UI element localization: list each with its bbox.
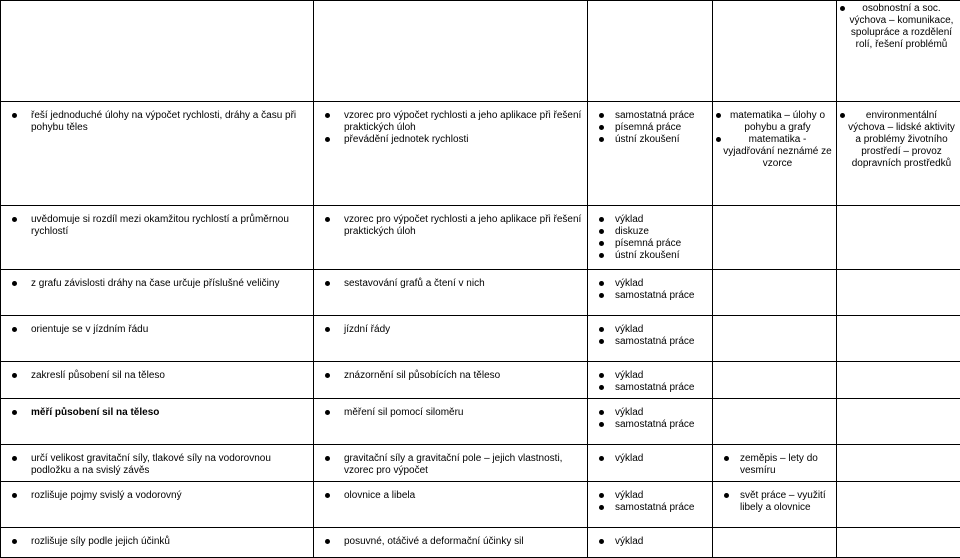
list-item-text: písemná práce [615,122,681,133]
list-item [11,324,309,336]
list-item [324,453,583,477]
list-item [11,490,309,502]
list-item-text: ústní zkoušení [615,134,679,145]
list-item-text: písemná práce [615,238,681,249]
list-item-text: svět práce – využití libely a olovnice [740,490,826,513]
list-item [324,324,583,336]
cross-cutting-themes-list [847,110,956,170]
curriculum-list [324,536,583,548]
curriculum-cell [314,399,588,445]
list-item-text: samostatná práce [615,419,695,430]
curriculum-list [324,453,583,477]
cross-subject-links-cell [713,399,837,445]
list-item-text: znázornění sil působících na těleso [344,370,500,381]
list-item [598,122,708,134]
list-item [598,490,708,502]
cross-subject-links-list [723,490,832,514]
list-item-text: jízdní řády [344,324,390,335]
expected-outcomes-cell [1,1,314,102]
list-item [598,419,708,431]
expected-outcomes-list [11,370,309,382]
curriculum-cell [314,528,588,558]
list-item-text: zeměpis – lety do vesmíru [740,453,818,476]
list-item [598,502,708,514]
table-row [1,528,960,558]
expected-outcomes-cell [1,102,314,206]
cross-subject-links-cell [713,1,837,102]
list-item-text: výklad [615,324,643,335]
expected-outcomes-cell [1,362,314,399]
curriculum-cell [314,1,588,102]
list-item-text: orientuje se v jízdním řádu [31,324,148,335]
methods-list [598,453,708,465]
expected-outcomes-cell [1,270,314,316]
list-item [847,110,956,170]
list-item [324,214,583,238]
cross-cutting-themes-cell [837,445,960,482]
cross-cutting-themes-cell [837,399,960,445]
list-item [324,407,583,419]
list-item-text: matematika - vyjadřování neznámé ze vzorce [723,134,831,169]
list-item-text: z grafu závislosti dráhy na čase určuje příslušné veličiny [31,278,279,289]
list-item-text: ústní zkoušení [615,250,679,261]
cross-subject-links-cell [713,482,837,528]
table-row [1,270,960,316]
list-item [598,278,708,290]
cross-cutting-themes-cell [837,482,960,528]
list-item-text: diskuze [615,226,649,237]
cross-subject-links-cell [713,528,837,558]
cross-subject-links-cell [713,445,837,482]
methods-list [598,278,708,302]
table-row [1,206,960,270]
list-item-text: zakreslí působení sil na těleso [31,370,165,381]
list-item-text: sestavování grafů a čtení v nich [344,278,485,289]
cross-cutting-themes-cell [837,1,960,102]
list-item-text: samostatná práce [615,290,695,301]
list-item-text: převádění jednotek rychlosti [344,134,469,145]
expected-outcomes-list [11,490,309,502]
cross-cutting-themes-list [847,3,956,51]
expected-outcomes-cell [1,399,314,445]
list-item [11,536,309,548]
methods-list [598,324,708,348]
methods-list [598,110,708,146]
list-item [324,278,583,290]
list-item [723,453,832,477]
table-row [1,1,960,102]
list-item [598,250,708,262]
cross-subject-links-cell [713,362,837,399]
curriculum-list [324,110,583,146]
list-item-text: výklad [615,278,643,289]
list-item [598,382,708,394]
curriculum-cell [314,362,588,399]
cross-subject-links-list [723,453,832,477]
curriculum-list [324,370,583,382]
methods-list [598,370,708,394]
methods-list [598,407,708,431]
list-item [324,134,583,146]
list-item [598,226,708,238]
list-item [598,453,708,465]
list-item-text: měří působení sil na těleso [31,407,159,418]
cross-subject-links-list [723,110,832,170]
methods-list [598,490,708,514]
list-item-text: výklad [615,214,643,225]
list-item [324,490,583,502]
methods-list [598,536,708,548]
cross-subject-links-cell [713,316,837,362]
expected-outcomes-list [11,110,309,134]
cross-cutting-themes-cell [837,528,960,558]
curriculum-list [324,214,583,238]
list-item-text: samostatná práce [615,336,695,347]
table-body [1,1,960,558]
list-item-text: osobnostní a soc. výchova – komunikace, spolupráce a rozdělení rolí, řešení problémů [850,3,954,50]
list-item-text: matematika – úlohy o pohybu a grafy [730,110,825,133]
list-item [324,370,583,382]
list-item [723,134,832,170]
list-item-text: vzorec pro výpočet rychlosti a jeho aplikace při řešení praktických úloh [344,110,581,133]
expected-outcomes-list [11,453,309,477]
methods-cell [588,206,713,270]
list-item-text: olovnice a libela [344,490,415,501]
expected-outcomes-list [11,214,309,238]
list-item [598,214,708,226]
list-item-text: výklad [615,490,643,501]
list-item [598,407,708,419]
list-item-text: rozlišuje síly podle jejich účinků [31,536,170,547]
curriculum-list [324,490,583,502]
list-item [598,324,708,336]
list-item [11,453,309,477]
list-item-text: gravitační síly a gravitační pole – jejich vlastnosti, vzorec pro výpočet [344,453,562,476]
expected-outcomes-list [11,278,309,290]
cross-cutting-themes-cell [837,270,960,316]
list-item [11,214,309,238]
list-item [598,134,708,146]
methods-cell [588,1,713,102]
list-item [324,110,583,134]
list-item [598,370,708,382]
cross-cutting-themes-cell [837,316,960,362]
list-item-text: samostatná práce [615,110,695,121]
list-item-text: výklad [615,453,643,464]
table-row [1,399,960,445]
list-item-text: uvědomuje si rozdíl mezi okamžitou rychlostí a průměrnou rychlostí [31,214,289,237]
expected-outcomes-cell [1,206,314,270]
curriculum-cell [314,482,588,528]
curriculum-cell [314,445,588,482]
list-item-text: samostatná práce [615,382,695,393]
list-item-text: samostatná práce [615,502,695,513]
list-item-text: výklad [615,536,643,547]
table-row [1,102,960,206]
expected-outcomes-list [11,324,309,336]
list-item [598,110,708,122]
cross-cutting-themes-cell [837,362,960,399]
table-row [1,445,960,482]
list-item-text: výklad [615,407,643,418]
cross-subject-links-cell [713,270,837,316]
list-item [11,110,309,134]
table-row [1,316,960,362]
list-item [723,110,832,134]
expected-outcomes-list [11,536,309,548]
methods-cell [588,482,713,528]
curriculum-cell [314,316,588,362]
expected-outcomes-cell [1,316,314,362]
methods-list [598,214,708,262]
cross-cutting-themes-cell [837,206,960,270]
list-item [598,336,708,348]
list-item [11,370,309,382]
list-item-text: výklad [615,370,643,381]
expected-outcomes-cell [1,445,314,482]
cross-cutting-themes-cell [837,102,960,206]
list-item-text: měření sil pomocí siloměru [344,407,463,418]
list-item-text: environmentální výchova – lidské aktivity a problémy životního prostředí – provoz dopravních prostředků [848,110,955,169]
list-item [324,536,583,548]
list-item [723,490,832,514]
table-row [1,362,960,399]
list-item [11,407,309,419]
curriculum-cell [314,102,588,206]
list-item-text: vzorec pro výpočet rychlosti a jeho aplikace při řešení praktických úloh [344,214,581,237]
methods-cell [588,316,713,362]
list-item [598,536,708,548]
curriculum-list [324,278,583,290]
table-row [1,482,960,528]
list-item-text: řeší jednoduché úlohy na výpočet rychlosti, dráhy a času při pohybu těles [31,110,296,133]
methods-cell [588,362,713,399]
curriculum-list [324,324,583,336]
cross-subject-links-cell [713,102,837,206]
methods-cell [588,102,713,206]
methods-cell [588,270,713,316]
expected-outcomes-cell [1,482,314,528]
list-item-text: posuvné, otáčivé a deformační účinky sil [344,536,524,547]
list-item [847,3,956,51]
curriculum-cell [314,206,588,270]
curriculum-cell [314,270,588,316]
methods-cell [588,445,713,482]
methods-cell [588,399,713,445]
methods-cell [588,528,713,558]
list-item [598,290,708,302]
expected-outcomes-list [11,407,309,419]
cross-subject-links-cell [713,206,837,270]
curriculum-list [324,407,583,419]
list-item [598,238,708,250]
list-item [11,278,309,290]
list-item-text: rozlišuje pojmy svislý a vodorovný [31,490,182,501]
list-item-text: určí velikost gravitační síly, tlakové síly na vodorovnou podložku a na svislý závěs [31,453,271,476]
expected-outcomes-cell [1,528,314,558]
